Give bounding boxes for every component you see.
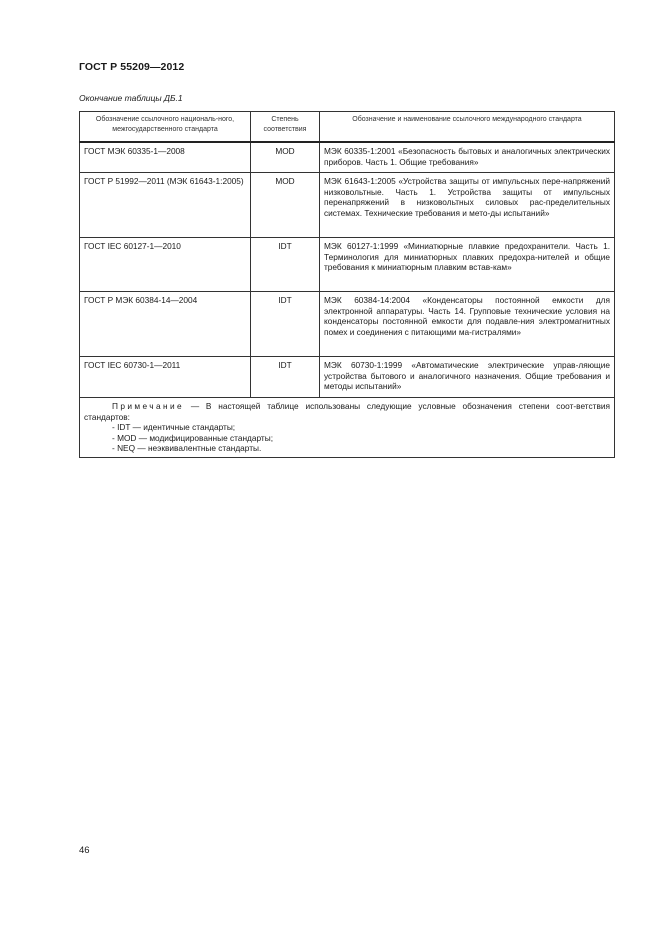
- note-item-mod: - MOD — модифицированные стандарты;: [112, 432, 274, 443]
- note-intro: [84, 401, 610, 422]
- cell-international-standard: МЭК 60730-1:1999 «Автоматические электрические управ-ляющие устройства бытового и аналогичного назначения. Общие требования и методы испытаний»: [320, 357, 615, 398]
- cell-national-standard: ГОСТ Р МЭК 60384-14—2004: [80, 292, 251, 357]
- table-row: [80, 173, 615, 238]
- table-caption: Окончание таблицы ДБ.1: [79, 93, 183, 103]
- column-header-degree: Степень соответствия: [251, 112, 320, 143]
- cell-national-standard: ГОСТ МЭК 60335-1—2008: [80, 142, 251, 173]
- cell-international-standard: МЭК 60127-1:1999 «Миниатюрные плавкие предохранители. Часть 1. Терминология для миниатюрных плавких предохра-нителей и общие требования к миниатюрным плавким встав-кам»: [320, 238, 615, 292]
- standards-correspondence-table: [79, 111, 615, 458]
- cell-degree: IDT: [251, 292, 320, 357]
- table-note: [80, 398, 615, 458]
- note-item-idt: - IDT — идентичные стандарты;: [112, 422, 236, 433]
- table-row: [80, 142, 615, 173]
- table-row: [80, 292, 615, 357]
- cell-degree: MOD: [251, 142, 320, 173]
- note-text: — В настоящей таблице использованы следующие условные обозначения степени соот-ветствия стандартов:: [84, 401, 610, 422]
- note-item-neq: - NEQ — неэквивалентные стандарты.: [112, 443, 262, 454]
- table-row: [80, 357, 615, 398]
- page-number: 46: [79, 845, 90, 856]
- cell-degree: IDT: [251, 357, 320, 398]
- column-header-national-standard: Обозначение ссылочного националь-ного, межгосударственного стандарта: [80, 112, 251, 143]
- cell-national-standard: ГОСТ Р 51992—2011 (МЭК 61643-1:2005): [80, 173, 251, 238]
- table-row: [80, 238, 615, 292]
- cell-national-standard: ГОСТ IEC 60730-1—2011: [80, 357, 251, 398]
- cell-national-standard: ГОСТ IEC 60127-1—2010: [80, 238, 251, 292]
- cell-degree: IDT: [251, 238, 320, 292]
- table-header-row: [80, 112, 615, 143]
- document-code-header: ГОСТ Р 55209—2012: [79, 61, 185, 73]
- cell-degree: MOD: [251, 173, 320, 238]
- cell-international-standard: МЭК 60384-14:2004 «Конденсаторы постоянной емкости для электронной аппаратуры. Часть 14. Групповые технические условия на конденсаторы постоянной емкости для подавле-ния электромагнитных помех и соединения с питающими ма-гистралями»: [320, 292, 615, 357]
- table-note-row: [80, 398, 615, 458]
- column-header-international-standard: Обозначение и наименование ссылочного международного стандарта: [320, 112, 615, 143]
- note-label: Примечание: [112, 401, 185, 411]
- cell-international-standard: МЭК 61643-1:2005 «Устройства защиты от импульсных пере-напряжений низковольтные. Часть 1. Устройства защиты от импульсных перенапряжений в низковольтных силовых рас-пределительных системах. Технические требования и мето-ды испытаний»: [320, 173, 615, 238]
- cell-international-standard: МЭК 60335-1:2001 «Безопасность бытовых и аналогичных электрических приборов. Часть 1. Общие требования»: [320, 142, 615, 173]
